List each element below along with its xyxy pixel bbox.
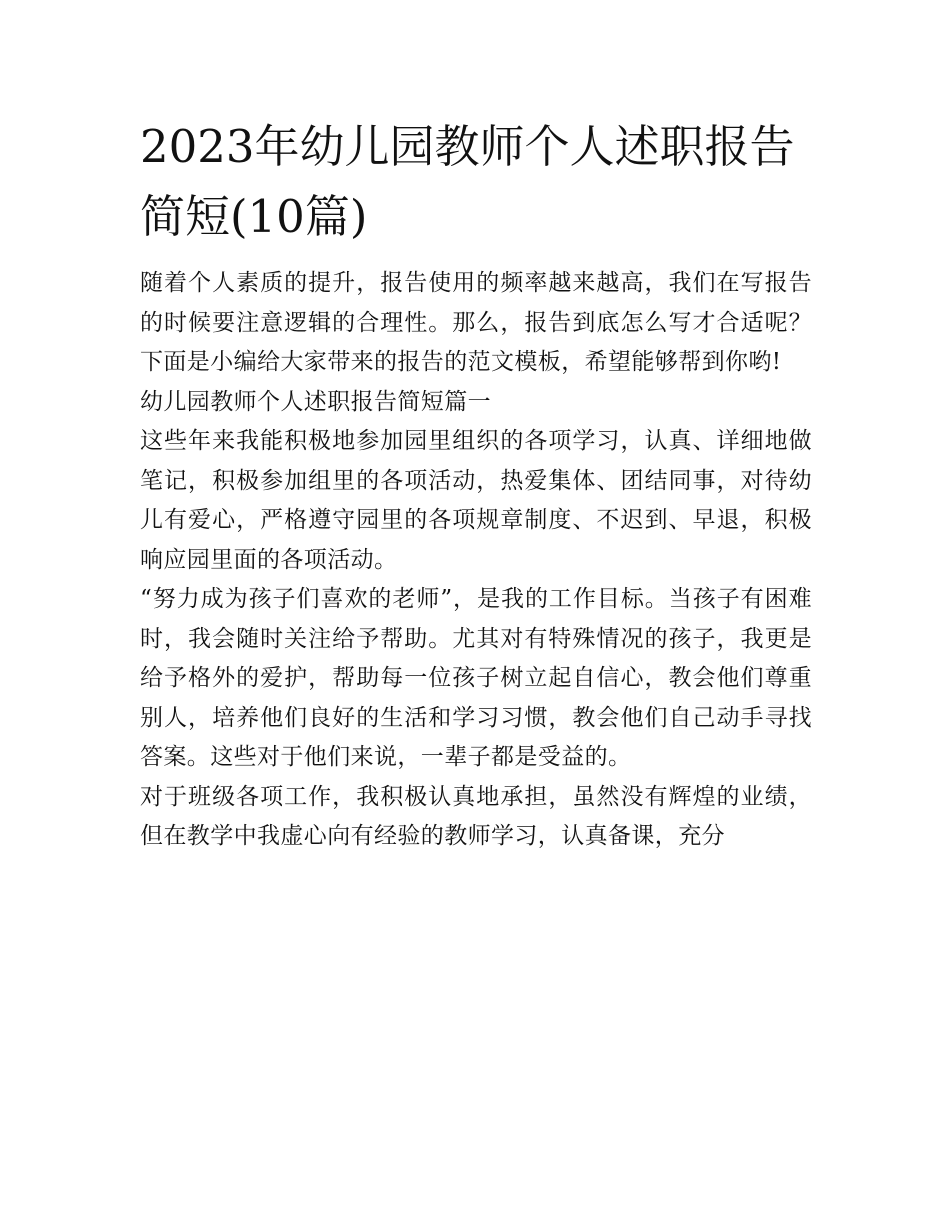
body-paragraph: 对于班级各项工作，我积极认真地承担，虽然没有辉煌的业绩，但在教学中我虚心向有经验的教师学习，认真备课，充分 xyxy=(140,783,812,849)
body-paragraph: “努力成为孩子们喜欢的老师”，是我的工作目标。当孩子有困难时，我会随时关注给予帮助。尤其对有特殊情况的孩子，我更是给予格外的爱护，帮助每一位孩子树立起自信心，教会他们尊重别人，培养他们良好的生活和学习习惯，教会他们自己动手寻找答案。这些对于他们来说，一辈子都是受益的。 xyxy=(140,586,812,770)
document-title: 2023年幼儿园教师个人述职报告简短(10篇) xyxy=(140,120,795,243)
body-paragraph: 这些年来我能积极地参加园里组织的各项学习，认真、详细地做笔记，积极参加组里的各项活动，热爱集体、团结同事，对待幼儿有爱心，严格遵守园里的各项规章制度、不迟到、早退，积极响应园里面的各项活动。 xyxy=(140,428,812,573)
intro-paragraph: 随着个人素质的提升，报告使用的频率越来越高，我们在写报告的时候要注意逻辑的合理性。那么，报告到底怎么写才合适呢？下面是小编给大家带来的报告的范文模板，希望能够帮到你哟! xyxy=(140,270,812,375)
section-heading: 幼儿园教师个人述职报告简短篇一 xyxy=(140,388,491,415)
document-body xyxy=(140,112,812,857)
